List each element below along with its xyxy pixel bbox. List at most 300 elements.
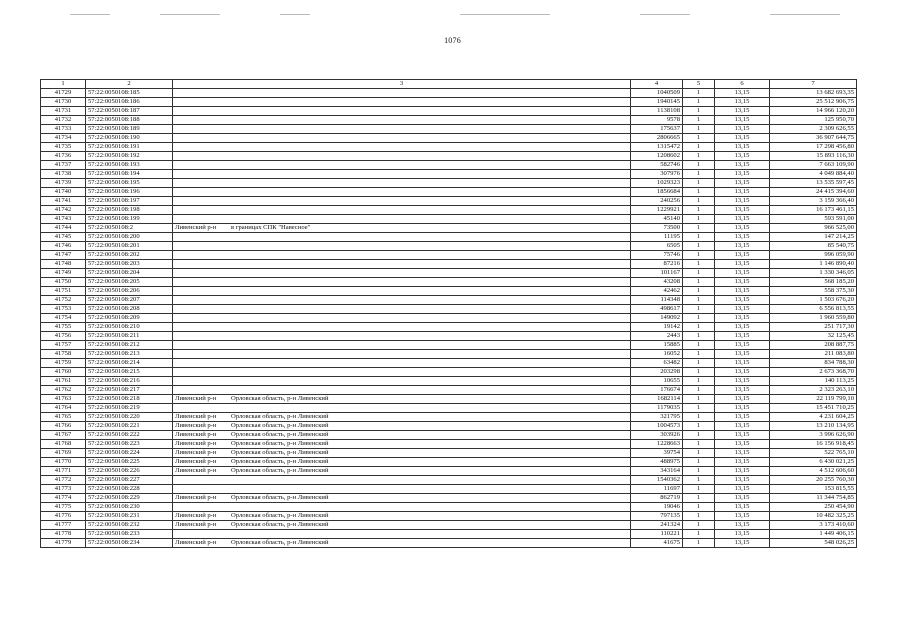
- cadastral-number-cell: 57:22:0050108:217: [86, 386, 173, 395]
- cadastral-number-cell: 57:22:0050108:216: [86, 377, 173, 386]
- cadastral-value-cell: 4 512 606,60: [770, 467, 857, 476]
- rate-cell: 13,15: [715, 359, 770, 368]
- area-cell: 175637: [631, 125, 683, 134]
- table-row: [41, 161, 857, 170]
- rate-cell: 13,15: [715, 350, 770, 359]
- cadastral-number-cell: 57:22:0050108:225: [86, 458, 173, 467]
- row-number-cell: 41748: [41, 260, 86, 269]
- column-header: 6: [715, 80, 770, 89]
- cadastral-value-cell: 17 298 456,80: [770, 143, 857, 152]
- cadastral-number-cell: 57:22:0050108:188: [86, 116, 173, 125]
- address-cell: [173, 449, 631, 458]
- row-number-cell: 41743: [41, 215, 86, 224]
- coefficient-cell: 1: [683, 530, 715, 539]
- district-text: Ливенский р-н: [175, 224, 217, 231]
- rate-cell: 13,15: [715, 512, 770, 521]
- cadastral-number-cell: 57:22:0050108:209: [86, 314, 173, 323]
- address-cell: [173, 521, 631, 530]
- rate-cell: 13,15: [715, 404, 770, 413]
- coefficient-cell: 1: [683, 143, 715, 152]
- coefficient-cell: 1: [683, 98, 715, 107]
- row-number-cell: 41747: [41, 251, 86, 260]
- location-text: Орловская область, р-н Ливенский: [231, 422, 329, 429]
- area-cell: 101167: [631, 269, 683, 278]
- area-cell: 10655: [631, 377, 683, 386]
- address-cell: [173, 422, 631, 431]
- area-cell: 307976: [631, 170, 683, 179]
- coefficient-cell: 1: [683, 485, 715, 494]
- address-cell: [173, 485, 631, 494]
- coefficient-cell: 1: [683, 287, 715, 296]
- row-number-cell: 41772: [41, 476, 86, 485]
- cadastral-number-cell: 57:22:0050108:233: [86, 530, 173, 539]
- table-row: [41, 467, 857, 476]
- rate-cell: 13,15: [715, 449, 770, 458]
- row-number-cell: 41775: [41, 503, 86, 512]
- rate-cell: 13,15: [715, 116, 770, 125]
- coefficient-cell: 1: [683, 386, 715, 395]
- table-row: [41, 260, 857, 269]
- location-text: Орловская область, р-н Ливенский: [231, 512, 329, 519]
- cadastral-value-cell: 1 146 890,40: [770, 260, 857, 269]
- cadastral-number-cell: 57:22:0050108:204: [86, 269, 173, 278]
- cadastral-value-cell: 3 173 410,60: [770, 521, 857, 530]
- cadastral-number-cell: 57:22:0050108:211: [86, 332, 173, 341]
- cadastral-number-cell: 57:22:0050108:226: [86, 467, 173, 476]
- cadastral-value-cell: 966 525,00: [770, 224, 857, 233]
- coefficient-cell: 1: [683, 188, 715, 197]
- cadastral-value-cell: 211 083,80: [770, 350, 857, 359]
- coefficient-cell: 1: [683, 422, 715, 431]
- cadastral-value-cell: 834 788,30: [770, 359, 857, 368]
- address-cell: [173, 314, 631, 323]
- address-cell: [173, 440, 631, 449]
- area-cell: 1856684: [631, 188, 683, 197]
- district-text: Ливенский р-н: [175, 539, 217, 546]
- address-cell: [173, 260, 631, 269]
- column-header: 3: [173, 80, 631, 89]
- cadastral-value-cell: 13 682 693,35: [770, 89, 857, 98]
- address-cell: [173, 269, 631, 278]
- coefficient-cell: 1: [683, 368, 715, 377]
- column-header: 5: [683, 80, 715, 89]
- address-cell: [173, 476, 631, 485]
- table-row: [41, 386, 857, 395]
- cadastral-value-cell: 22 119 799,10: [770, 395, 857, 404]
- cadastral-value-cell: 2 309 626,55: [770, 125, 857, 134]
- rate-cell: 13,15: [715, 98, 770, 107]
- table-row: [41, 422, 857, 431]
- coefficient-cell: 1: [683, 458, 715, 467]
- area-cell: 488975: [631, 458, 683, 467]
- coefficient-cell: 1: [683, 125, 715, 134]
- column-header: 1: [41, 80, 86, 89]
- rate-cell: 13,15: [715, 206, 770, 215]
- rate-cell: 13,15: [715, 287, 770, 296]
- table-row: [41, 188, 857, 197]
- cadastral-number-cell: 57:22:0050108:187: [86, 107, 173, 116]
- area-cell: 41675: [631, 539, 683, 548]
- district-text: Ливенский р-н: [175, 431, 217, 438]
- rate-cell: 13,15: [715, 341, 770, 350]
- district-text: Ливенский р-н: [175, 449, 217, 456]
- location-text: в границах СПК "Навесное": [231, 224, 311, 231]
- rate-cell: 13,15: [715, 242, 770, 251]
- location-text: Орловская область, р-н Ливенский: [231, 539, 329, 546]
- table-row: [41, 485, 857, 494]
- coefficient-cell: 1: [683, 197, 715, 206]
- district-text: Ливенский р-н: [175, 413, 217, 420]
- address-cell: [173, 125, 631, 134]
- scan-artifacts: [40, 14, 845, 22]
- cadastral-number-cell: 57:22:0050108:206: [86, 287, 173, 296]
- address-cell: [173, 332, 631, 341]
- cadastral-value-cell: 3 159 366,40: [770, 197, 857, 206]
- cadastral-value-cell: 6 556 813,55: [770, 305, 857, 314]
- address-cell: [173, 206, 631, 215]
- cadastral-number-cell: 57:22:0050108:230: [86, 503, 173, 512]
- coefficient-cell: 1: [683, 521, 715, 530]
- cadastral-number-cell: 57:22:0050108:190: [86, 134, 173, 143]
- coefficient-cell: 1: [683, 467, 715, 476]
- table-row: [41, 170, 857, 179]
- row-number-cell: 41753: [41, 305, 86, 314]
- rate-cell: 13,15: [715, 314, 770, 323]
- location-text: Орловская область, р-н Ливенский: [231, 458, 329, 465]
- address-cell: [173, 215, 631, 224]
- cadastral-number-cell: 57:22:0050108:196: [86, 188, 173, 197]
- cadastral-number-cell: 57:22:0050108:185: [86, 89, 173, 98]
- row-number-cell: 41760: [41, 368, 86, 377]
- cadastral-value-cell: 251 717,30: [770, 323, 857, 332]
- cadastral-value-cell: 2 323 263,10: [770, 386, 857, 395]
- address-cell: [173, 539, 631, 548]
- cadastral-number-cell: 57:22:0050108:194: [86, 170, 173, 179]
- cadastral-value-cell: 16 156 918,45: [770, 440, 857, 449]
- table-row: [41, 476, 857, 485]
- cadastral-number-cell: 57:22:0050108:232: [86, 521, 173, 530]
- row-number-cell: 41750: [41, 278, 86, 287]
- row-number-cell: 41745: [41, 233, 86, 242]
- table-row: [41, 179, 857, 188]
- location-text: Орловская область, р-н Ливенский: [231, 431, 329, 438]
- coefficient-cell: 1: [683, 215, 715, 224]
- rate-cell: 13,15: [715, 233, 770, 242]
- area-cell: 240256: [631, 197, 683, 206]
- coefficient-cell: 1: [683, 494, 715, 503]
- rate-cell: 13,15: [715, 476, 770, 485]
- cadastral-number-cell: 57:22:0050108:212: [86, 341, 173, 350]
- land-register-table: [40, 79, 857, 548]
- rate-cell: 13,15: [715, 224, 770, 233]
- area-cell: 63482: [631, 359, 683, 368]
- cadastral-value-cell: 140 113,25: [770, 377, 857, 386]
- area-cell: 1540362: [631, 476, 683, 485]
- area-cell: 498617: [631, 305, 683, 314]
- page-number: 1076: [444, 36, 461, 45]
- rate-cell: 13,15: [715, 521, 770, 530]
- address-cell: [173, 413, 631, 422]
- table-row: [41, 350, 857, 359]
- rate-cell: 13,15: [715, 422, 770, 431]
- area-cell: 87216: [631, 260, 683, 269]
- table-row: [41, 314, 857, 323]
- row-number-cell: 41737: [41, 161, 86, 170]
- row-number-cell: 41765: [41, 413, 86, 422]
- cadastral-number-cell: 57:22:0050108:198: [86, 206, 173, 215]
- rate-cell: 13,15: [715, 332, 770, 341]
- cadastral-number-cell: 57:22:0050108:214: [86, 359, 173, 368]
- cadastral-number-cell: 57:22:0050108:219: [86, 404, 173, 413]
- coefficient-cell: 1: [683, 251, 715, 260]
- table-row: [41, 341, 857, 350]
- rate-cell: 13,15: [715, 485, 770, 494]
- coefficient-cell: 1: [683, 503, 715, 512]
- table-row: [41, 440, 857, 449]
- cadastral-number-cell: 57:22:0050108:223: [86, 440, 173, 449]
- rate-cell: 13,15: [715, 323, 770, 332]
- address-cell: [173, 377, 631, 386]
- coefficient-cell: 1: [683, 359, 715, 368]
- row-number-cell: 41761: [41, 377, 86, 386]
- cadastral-number-cell: 57:22:0050108:215: [86, 368, 173, 377]
- rate-cell: 13,15: [715, 143, 770, 152]
- location-text: Орловская область, р-н Ливенский: [231, 395, 329, 402]
- table-row: [41, 449, 857, 458]
- table-row: [41, 197, 857, 206]
- rate-cell: 13,15: [715, 395, 770, 404]
- coefficient-cell: 1: [683, 269, 715, 278]
- coefficient-cell: 1: [683, 377, 715, 386]
- cadastral-value-cell: 24 415 394,60: [770, 188, 857, 197]
- rate-cell: 13,15: [715, 89, 770, 98]
- table-row: [41, 539, 857, 548]
- address-cell: [173, 242, 631, 251]
- coefficient-cell: 1: [683, 179, 715, 188]
- row-number-cell: 41757: [41, 341, 86, 350]
- address-cell: [173, 89, 631, 98]
- location-text: Орловская область, р-н Ливенский: [231, 467, 329, 474]
- area-cell: 73500: [631, 224, 683, 233]
- cadastral-value-cell: 10 482 325,25: [770, 512, 857, 521]
- table-row: [41, 143, 857, 152]
- table-row: [41, 233, 857, 242]
- table-row: [41, 368, 857, 377]
- table-row: [41, 521, 857, 530]
- rate-cell: 13,15: [715, 278, 770, 287]
- rate-cell: 13,15: [715, 179, 770, 188]
- area-cell: 11697: [631, 485, 683, 494]
- address-cell: [173, 458, 631, 467]
- coefficient-cell: 1: [683, 476, 715, 485]
- area-cell: 203298: [631, 368, 683, 377]
- rate-cell: 13,15: [715, 458, 770, 467]
- coefficient-cell: 1: [683, 314, 715, 323]
- address-cell: [173, 197, 631, 206]
- row-number-cell: 41762: [41, 386, 86, 395]
- cadastral-value-cell: 7 663 109,90: [770, 161, 857, 170]
- row-number-cell: 41735: [41, 143, 86, 152]
- table-row: [41, 98, 857, 107]
- column-header: 2: [86, 80, 173, 89]
- cadastral-number-cell: 57:22:0050108:228: [86, 485, 173, 494]
- row-number-cell: 41734: [41, 134, 86, 143]
- area-cell: 862719: [631, 494, 683, 503]
- cadastral-value-cell: 6 430 021,25: [770, 458, 857, 467]
- address-cell: [173, 107, 631, 116]
- column-header: 4: [631, 80, 683, 89]
- coefficient-cell: 1: [683, 404, 715, 413]
- cadastral-value-cell: 36 907 644,75: [770, 134, 857, 143]
- address-cell: [173, 431, 631, 440]
- rate-cell: 13,15: [715, 368, 770, 377]
- cadastral-value-cell: 4 049 884,40: [770, 170, 857, 179]
- coefficient-cell: 1: [683, 224, 715, 233]
- coefficient-cell: 1: [683, 134, 715, 143]
- cadastral-value-cell: 1 503 676,20: [770, 296, 857, 305]
- row-number-cell: 41766: [41, 422, 86, 431]
- cadastral-number-cell: 57:22:0050108:199: [86, 215, 173, 224]
- rate-cell: 13,15: [715, 197, 770, 206]
- area-cell: 1004573: [631, 422, 683, 431]
- row-number-cell: 41768: [41, 440, 86, 449]
- cadastral-value-cell: 548 026,25: [770, 539, 857, 548]
- cadastral-value-cell: 1 449 406,15: [770, 530, 857, 539]
- rate-cell: 13,15: [715, 170, 770, 179]
- area-cell: 1682114: [631, 395, 683, 404]
- row-number-cell: 41736: [41, 152, 86, 161]
- coefficient-cell: 1: [683, 431, 715, 440]
- cadastral-value-cell: 593 591,00: [770, 215, 857, 224]
- row-number-cell: 41773: [41, 485, 86, 494]
- cadastral-value-cell: 32 125,45: [770, 332, 857, 341]
- coefficient-cell: 1: [683, 170, 715, 179]
- row-number-cell: 41767: [41, 431, 86, 440]
- address-cell: [173, 467, 631, 476]
- cadastral-value-cell: 20 255 760,30: [770, 476, 857, 485]
- cadastral-number-cell: 57:22:0050108:201: [86, 242, 173, 251]
- rate-cell: 13,15: [715, 413, 770, 422]
- table-row: [41, 206, 857, 215]
- table-row: [41, 125, 857, 134]
- cadastral-value-cell: 1 960 559,80: [770, 314, 857, 323]
- area-cell: 19046: [631, 503, 683, 512]
- table-row: [41, 413, 857, 422]
- area-cell: 6505: [631, 242, 683, 251]
- rate-cell: 13,15: [715, 386, 770, 395]
- column-header: 7: [770, 80, 857, 89]
- area-cell: 19142: [631, 323, 683, 332]
- coefficient-cell: 1: [683, 233, 715, 242]
- cadastral-number-cell: 57:22:0050108:189: [86, 125, 173, 134]
- rate-cell: 13,15: [715, 539, 770, 548]
- cadastral-value-cell: 558 375,30: [770, 287, 857, 296]
- row-number-cell: 41769: [41, 449, 86, 458]
- area-cell: 1208602: [631, 152, 683, 161]
- location-text: Орловская область, р-н Ливенский: [231, 521, 329, 528]
- area-cell: 1040509: [631, 89, 683, 98]
- rate-cell: 13,15: [715, 305, 770, 314]
- address-cell: [173, 305, 631, 314]
- address-cell: [173, 152, 631, 161]
- row-number-cell: 41752: [41, 296, 86, 305]
- table-row: [41, 494, 857, 503]
- cadastral-value-cell: 15 893 116,30: [770, 152, 857, 161]
- table-row: [41, 242, 857, 251]
- row-number-cell: 41740: [41, 188, 86, 197]
- coefficient-cell: 1: [683, 296, 715, 305]
- coefficient-cell: 1: [683, 260, 715, 269]
- row-number-cell: 41741: [41, 197, 86, 206]
- district-text: Ливенский р-н: [175, 395, 217, 402]
- coefficient-cell: 1: [683, 278, 715, 287]
- row-number-cell: 41744: [41, 224, 86, 233]
- address-cell: [173, 503, 631, 512]
- rate-cell: 13,15: [715, 125, 770, 134]
- cadastral-number-cell: 57:22:0050108:192: [86, 152, 173, 161]
- address-cell: [173, 296, 631, 305]
- cadastral-value-cell: 522 765,10: [770, 449, 857, 458]
- cadastral-number-cell: 57:22:0050108:213: [86, 350, 173, 359]
- cadastral-value-cell: 25 512 906,75: [770, 98, 857, 107]
- area-cell: 39754: [631, 449, 683, 458]
- cadastral-number-cell: 57:22:0050108:231: [86, 512, 173, 521]
- table-body: [41, 89, 857, 548]
- district-text: Ливенский р-н: [175, 458, 217, 465]
- cadastral-value-cell: 14 966 120,20: [770, 107, 857, 116]
- district-text: Ливенский р-н: [175, 494, 217, 501]
- area-cell: 176674: [631, 386, 683, 395]
- address-cell: [173, 179, 631, 188]
- rate-cell: 13,15: [715, 269, 770, 278]
- coefficient-cell: 1: [683, 161, 715, 170]
- cadastral-number-cell: 57:22:0050108:205: [86, 278, 173, 287]
- cadastral-value-cell: 153 815,55: [770, 485, 857, 494]
- coefficient-cell: 1: [683, 539, 715, 548]
- rate-cell: 13,15: [715, 530, 770, 539]
- table-row: [41, 215, 857, 224]
- coefficient-cell: 1: [683, 152, 715, 161]
- cadastral-number-cell: 57:22:0050108:218: [86, 395, 173, 404]
- cadastral-number-cell: 57:22:0050108:222: [86, 431, 173, 440]
- address-cell: [173, 98, 631, 107]
- area-cell: 582746: [631, 161, 683, 170]
- cadastral-value-cell: 3 996 626,90: [770, 431, 857, 440]
- address-cell: [173, 170, 631, 179]
- cadastral-value-cell: 996 059,90: [770, 251, 857, 260]
- coefficient-cell: 1: [683, 332, 715, 341]
- row-number-cell: 41774: [41, 494, 86, 503]
- rate-cell: 13,15: [715, 431, 770, 440]
- table-row: [41, 377, 857, 386]
- rate-cell: 13,15: [715, 467, 770, 476]
- row-number-cell: 41754: [41, 314, 86, 323]
- area-cell: 2443: [631, 332, 683, 341]
- coefficient-cell: 1: [683, 512, 715, 521]
- cadastral-value-cell: 208 887,75: [770, 341, 857, 350]
- cadastral-number-cell: 57:22:0050108:208: [86, 305, 173, 314]
- cadastral-number-cell: 57:22:0050108:193: [86, 161, 173, 170]
- area-cell: 343164: [631, 467, 683, 476]
- cadastral-value-cell: 4 231 604,25: [770, 413, 857, 422]
- rate-cell: 13,15: [715, 296, 770, 305]
- cadastral-number-cell: 57:22:0050108:224: [86, 449, 173, 458]
- area-cell: 2806665: [631, 134, 683, 143]
- coefficient-cell: 1: [683, 395, 715, 404]
- coefficient-cell: 1: [683, 350, 715, 359]
- coefficient-cell: 1: [683, 341, 715, 350]
- address-cell: [173, 341, 631, 350]
